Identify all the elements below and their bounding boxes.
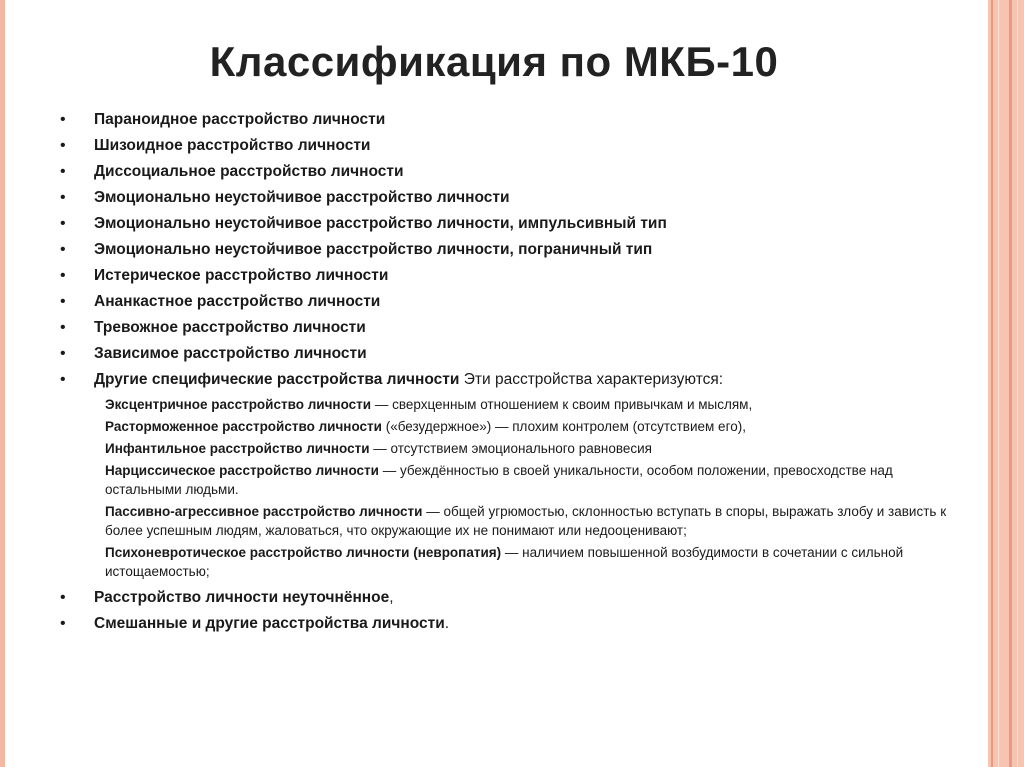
subtype-description: — наличием повышенной возбудимости в сочетании с сильной истощаемостью; xyxy=(105,545,904,579)
item-title: Шизоидное расстройство личности xyxy=(94,137,371,154)
list-item xyxy=(60,133,965,159)
bullet-icon: • xyxy=(60,589,66,606)
subtype-item xyxy=(60,461,965,499)
bullet-icon: • xyxy=(60,293,66,310)
bullet-icon: • xyxy=(60,241,66,258)
right-border-decoration xyxy=(988,0,1024,767)
item-title: Эмоционально неустойчивое расстройство личности, пограничный тип xyxy=(94,241,653,258)
item-description: Эти расстройства характеризуются: xyxy=(459,371,724,388)
item-title: Расстройство личности неуточнённое xyxy=(94,589,390,606)
list-item xyxy=(60,211,965,237)
item-title: Тревожное расстройство личности xyxy=(94,319,366,336)
list-item xyxy=(60,367,965,393)
item-title: Параноидное расстройство личности xyxy=(94,111,386,128)
subtype-description: — сверхценным отношением к своим привычкам и мыслям, xyxy=(371,397,753,412)
main-list-bottom xyxy=(60,585,965,637)
list-item xyxy=(60,263,965,289)
subtype-description: — общей угрюмостью, склонностью вступать в споры, выражать злобу и зависть к более успешным людям, жаловаться, что окружающие их не понимают или недооценивают; xyxy=(105,504,947,538)
list-item xyxy=(60,341,965,367)
main-list-top xyxy=(60,107,965,393)
subtype-description: — отсутствием эмоционального равновесия xyxy=(369,441,652,456)
subtype-title: Психоневротическое расстройство личности (невропатия) xyxy=(105,545,502,560)
subtype-description: — убеждённостью в своей уникальности, особом положении, превосходстве над остальными людьми. xyxy=(105,463,893,497)
subtype-title: Расторможенное расстройство личности xyxy=(105,419,382,434)
subtype-list xyxy=(60,395,965,581)
list-item xyxy=(60,585,965,611)
classification-list xyxy=(60,107,965,637)
list-item xyxy=(60,611,965,637)
bullet-icon: • xyxy=(60,111,66,128)
border-stripe xyxy=(1017,0,1018,767)
subtype-item xyxy=(60,417,965,436)
bullet-icon: • xyxy=(60,163,66,180)
border-stripe xyxy=(998,0,999,767)
subtype-item xyxy=(60,502,965,540)
list-item xyxy=(60,315,965,341)
list-item xyxy=(60,107,965,133)
bullet-icon: • xyxy=(60,189,66,206)
subtype-description: («безудержное») — плохим контролем (отсутствием его), xyxy=(381,419,746,434)
subtype-item xyxy=(60,543,965,581)
item-title: Эмоционально неустойчивое расстройство личности, импульсивный тип xyxy=(94,215,667,232)
left-border-decoration xyxy=(0,0,5,767)
subtype-title: Инфантильное расстройство личности xyxy=(105,441,370,456)
item-title: Другие специфические расстройства личности xyxy=(94,371,460,388)
item-title: Смешанные и другие расстройства личности xyxy=(94,615,445,632)
item-description: . xyxy=(444,615,450,632)
bullet-icon: • xyxy=(60,615,66,632)
item-title: Ананкастное расстройство личности xyxy=(94,293,381,310)
bullet-icon: • xyxy=(60,345,66,362)
item-title: Диссоциальное расстройство личности xyxy=(94,163,404,180)
border-stripe xyxy=(991,0,993,767)
subtype-title: Пассивно-агрессивное расстройство личности xyxy=(105,504,423,519)
bullet-icon: • xyxy=(60,267,66,284)
bullet-icon: • xyxy=(60,215,66,232)
list-item xyxy=(60,289,965,315)
list-item xyxy=(60,237,965,263)
subtype-title: Нарциссическое расстройство личности xyxy=(105,463,379,478)
subtype-item xyxy=(60,439,965,458)
item-title: Зависимое расстройство личности xyxy=(94,345,367,362)
item-title: Истерическое расстройство личности xyxy=(94,267,389,284)
list-item xyxy=(60,185,965,211)
bullet-icon: • xyxy=(60,319,66,336)
subtype-title: Эксцентричное расстройство личности xyxy=(105,397,372,412)
bullet-icon: • xyxy=(60,137,66,154)
bullet-icon: • xyxy=(60,371,66,388)
list-item xyxy=(60,159,965,185)
slide-title: Классификация по МКБ-10 xyxy=(209,38,779,85)
item-description: , xyxy=(389,589,394,606)
border-stripe xyxy=(1009,0,1012,767)
subtype-item xyxy=(60,395,965,414)
item-title: Эмоционально неустойчивое расстройство личности xyxy=(94,189,510,206)
